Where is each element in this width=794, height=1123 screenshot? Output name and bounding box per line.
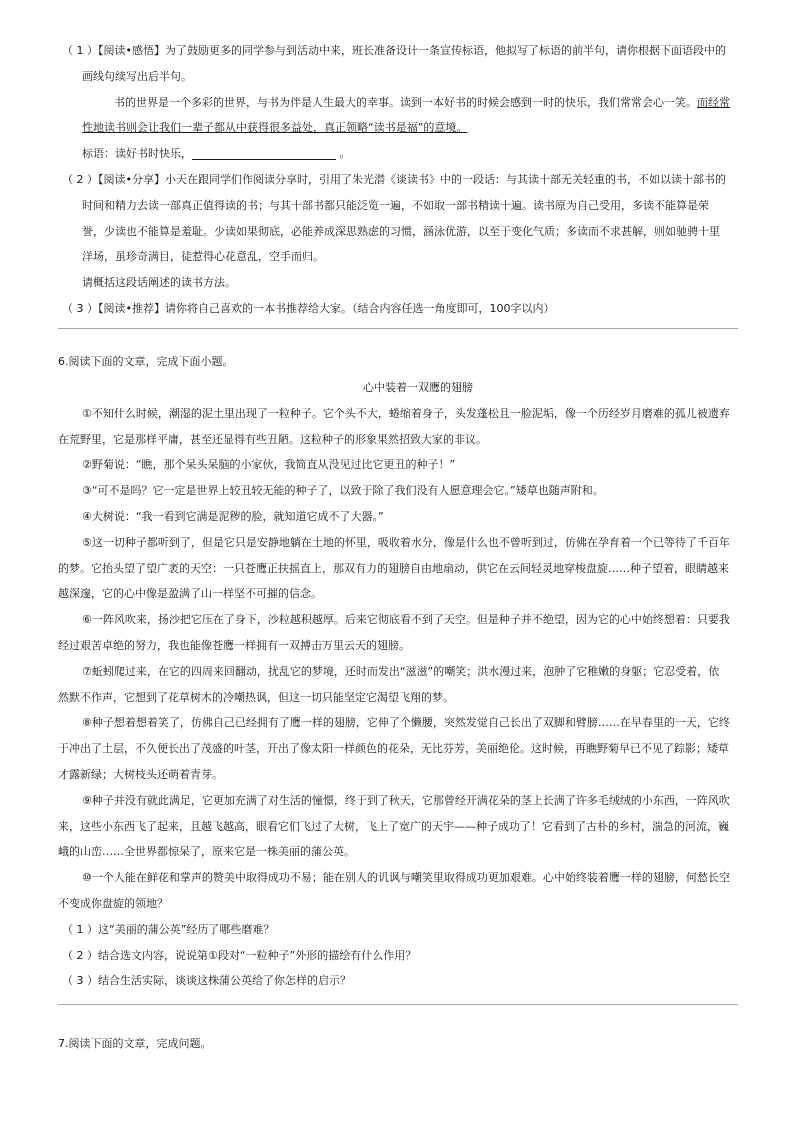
paragraph-5-line3: 越深邃，它的心中像是盈满了山一样坚不可摧的信念。: [58, 587, 322, 601]
paragraph-10-line1: ⑩一个人能在鲜花和掌声的赞美中取得成功不易；能在别人的讥讽与嘲笑里取得成功更加艰难。心中始终装着鹰一样的翅膀，何愁长空: [82, 871, 730, 885]
q5-sub1-line1: （ 1 ）【阅读•感悟】为了鼓励更多的同学参与到活动中来，班长准备设计一条宣传标语，他拟写了标语的前半句，请你根据下面语段中的: [62, 44, 726, 57]
paragraph-6-line1: ⑥一阵风吹来，扬沙把它压在了身下，沙粒越积越厚。后来它彻底看不到了天空。但是种子并不绝望，因为它的心中始终想着：只要我: [82, 613, 730, 627]
quote-line1: [58, 90, 738, 116]
underlined-sentence-start: 而经常: [697, 95, 730, 109]
q5-sub1-line2: 画线句续写出后半句。: [82, 69, 192, 83]
quote-line2: [58, 115, 738, 141]
section-divider-2: [58, 1004, 738, 1005]
paragraph-9-line1: ⑨种子并没有就此满足，它更加充满了对生活的憧憬，终于到了秋天，它那曾经开满花朵的茎上长满了许多毛绒绒的小东西，一阵风吹: [82, 793, 730, 807]
paragraph-8-line3: 才露新绿；大树枝头还萌着青芽。: [58, 767, 223, 781]
q5-sub2-line3: 誉，少读也不能算是羞耻。少读如果彻底，必能养成深思熟虑的习惯，涵泳优游，以至于变化气质；多读而不求甚解，则如驰骋十里: [82, 224, 720, 238]
q5-sub3: （ 3 ）【阅读•推荐】请你将自己喜欢的一本书推荐给大家。（结合内容任选一角度即可，100字以内）: [62, 301, 555, 315]
paragraph-7-line1: ⑦蚯蚓爬过来，在它的四周来回翻动，扰乱它的梦境，还时而发出“滋滋”的嘲笑；洪水漫过来，泡肿了它稚嫩的身躯；它忍受着，依: [82, 664, 720, 678]
paragraph-1-line2: 在荒野里，它是那样平庸，甚至还显得有些丑陋。这粒种子的形象果然招致大家的非议。: [58, 432, 487, 446]
q5-sub2-line4: 洋场，虽珍奇满目，徒惹得心花意乱，空手而归。: [82, 250, 324, 264]
question-5-section: [58, 38, 738, 322]
paragraph-9-line2: 来，这些小东西飞了起来，且越飞越高，眼看它们飞过了大树，飞上了宽广的天宇——种子成功了！它看到了古朴的乡村，湍急的河流，巍: [58, 819, 729, 833]
paragraph-6-line2: 经过艰苦卓绝的努力，我也能像苍鹰一样拥有一双搏击万里云天的翅膀。: [58, 638, 410, 652]
question-6-section: [58, 349, 738, 994]
paragraph-9-line3: 峨的山峦……全世界都惊呆了，原来它是一株美丽的蒲公英。: [58, 845, 355, 859]
q5-sub2-line2: 时间和精力去读一部真正值得读的书；与其十部书都只能泛览一遍，不如取一部书精读十遍。读书原为自己受用，多读不能算是荣: [82, 198, 709, 212]
q5-sub2-line5: 请概括这段话阐述的读书方法。: [82, 276, 236, 290]
paragraph-5-line1: ⑤这一切种子都听到了，但是它只是安静地躺在土地的怀里，吸收着水分，像是什么也不曾听到过，仿佛在孕育着一个已等待了千百年: [82, 535, 730, 549]
exam-page: [58, 38, 738, 1057]
q6-intro: 6.阅读下面的文章，完成下面小题。: [58, 354, 234, 368]
paragraph-4: ④大树说：“我一看到它满是泥秽的脸，就知道它成不了大器。”: [82, 509, 384, 523]
question-7-section: [58, 1031, 738, 1057]
slogan-line: [58, 141, 738, 167]
q6-sub1: （ 1 ）这“美丽的蒲公英”经历了哪些磨难？: [62, 922, 275, 936]
q7-intro: 7.阅读下面的文章，完成问题。: [58, 1037, 212, 1051]
section-divider: [58, 328, 738, 329]
slogan-prefix: 标语：读好书时快乐，: [82, 147, 192, 161]
paragraph-10-line2: 不变成你盘旋的领地？: [58, 896, 168, 910]
paragraph-8-line2: 于冲出了土层，不久便长出了茂盛的叶茎，开出了像太阳一样颜色的花朵，无比芬芳，美丽绝伦。这时候，再瞧野菊早已不见了踪影；矮草: [58, 742, 729, 756]
underlined-sentence-end: 性地读书则会让我们一辈子都从中获得很多益处，真正领略“读书是福”的意境。: [82, 121, 468, 135]
paragraph-1-line1: ①不知什么时候，潮湿的泥土里出现了一粒种子。它个头不大，蜷缩着身子，头发蓬松且一脸泥垢，像一个历经岁月磨难的孤儿被遗弃: [82, 406, 730, 420]
paragraph-7-line2: 然默不作声，它想到了花草树木的冷嘲热讽，但这一切只能坚定它渴望飞翔的梦。: [58, 690, 454, 704]
slogan-suffix: 。: [339, 147, 351, 161]
q5-sub2-line1: （ 2 ）【阅读•分享】小天在跟同学们作阅读分享时，引用了朱光潜《谈读书》中的一段话：与其读十部无关轻重的书，不如以读十部书的: [62, 172, 726, 186]
paragraph-3: ③“可不是吗？它一定是世界上较丑较无能的种子了，以致于除了我们没有人愿意理会它。”矮草也随声附和。: [82, 484, 604, 498]
article-title: 心中装着一双鹰的翅膀: [363, 380, 473, 394]
paragraph-8-line1: ⑧种子想着想着笑了，仿佛自己已经拥有了鹰一样的翅膀，它伸了个懒腰，突然发觉自己长出了双脚和臂膀……在早春里的一天，它终: [82, 716, 730, 730]
paragraph-5-line2: 的梦。它抬头望了望广袤的天空：一只苍鹰正扶摇直上，那双有力的翅膀自由地扇动，供它在云间轻灵地穿梭盘旋……种子望着，眼睛越来: [58, 561, 729, 575]
quote-text-a: 书的世界是一个多彩的世界，与书为伴是人生最大的幸事。读到一本好书的时候会感到一时的快乐，我们常常会心一笑。: [114, 95, 697, 109]
q6-sub2: （ 2 ）结合选文内容，说说第①段对“一粒种子”外形的描绘有什么作用？: [62, 948, 417, 962]
slogan-answer-blank[interactable]: [192, 146, 336, 160]
q6-sub3: （ 3 ）结合生活实际，谈谈这株蒲公英给了你怎样的启示？: [62, 974, 351, 988]
paragraph-2: ②野菊说：“瞧，那个呆头呆脑的小家伙，我简直从没见过比它更丑的种子！”: [82, 458, 456, 472]
